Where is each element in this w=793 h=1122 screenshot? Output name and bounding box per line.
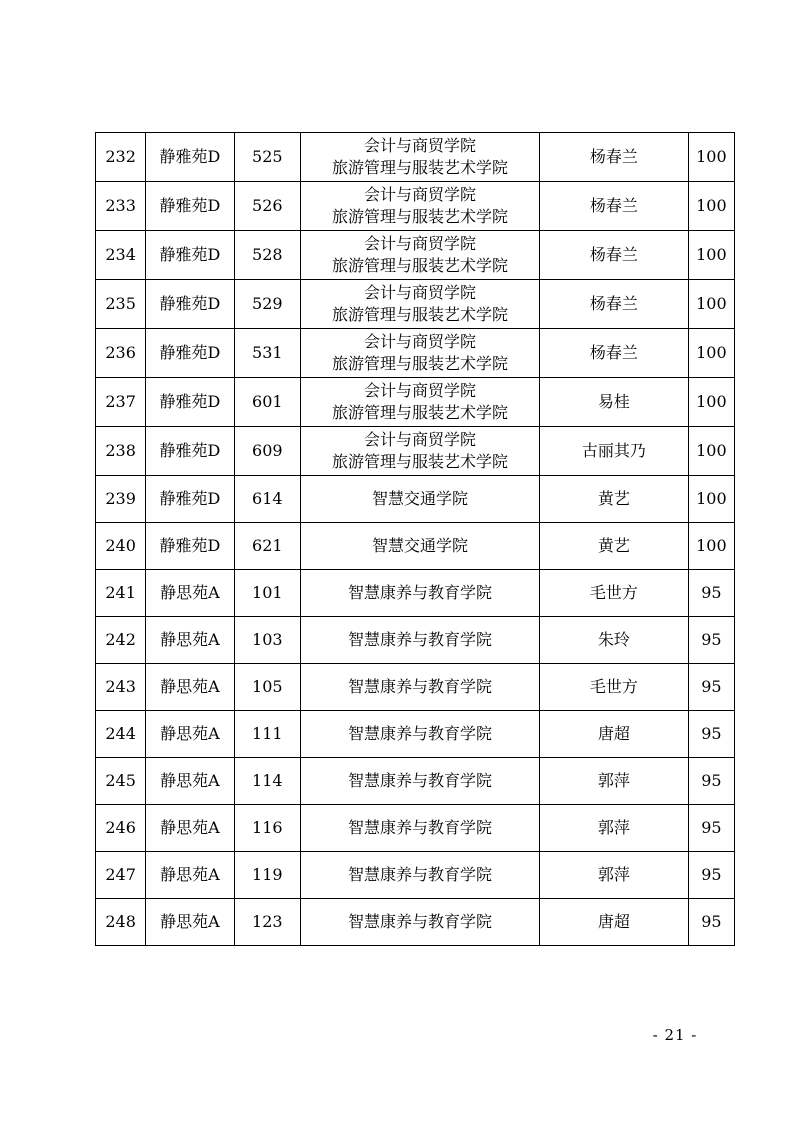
- row-number-cell: 232: [96, 133, 146, 182]
- row-number-cell: 235: [96, 280, 146, 329]
- college-name: 会计与商贸学院: [363, 430, 476, 449]
- counselor-cell: 易桂: [540, 378, 689, 427]
- counselor-cell: 杨春兰: [540, 329, 689, 378]
- score-cell: 95: [688, 805, 734, 852]
- college-name: 会计与商贸学院: [363, 332, 476, 351]
- college-name: 智慧交通学院: [371, 536, 468, 555]
- college-cell: [300, 329, 539, 378]
- room-number-cell: 614: [234, 476, 300, 523]
- score-cell: 100: [688, 182, 734, 231]
- college-name: 旅游管理与服装艺术学院: [331, 452, 508, 471]
- score-cell: 95: [688, 899, 734, 946]
- building-cell: 静思苑A: [146, 664, 234, 711]
- room-number-cell: 116: [234, 805, 300, 852]
- counselor-cell: 黄艺: [540, 476, 689, 523]
- score-cell: 100: [688, 476, 734, 523]
- table-row: [96, 805, 735, 852]
- table-row: [96, 664, 735, 711]
- page-number: - 21 -: [652, 1026, 698, 1044]
- college-name: 旅游管理与服装艺术学院: [331, 158, 508, 177]
- row-number-cell: 236: [96, 329, 146, 378]
- college-cell: [300, 570, 539, 617]
- building-cell: 静雅苑D: [146, 378, 234, 427]
- building-cell: 静雅苑D: [146, 133, 234, 182]
- building-cell: 静思苑A: [146, 570, 234, 617]
- table-row: [96, 617, 735, 664]
- college-name: 智慧康养与教育学院: [347, 818, 492, 837]
- counselor-cell: 杨春兰: [540, 182, 689, 231]
- table-row: [96, 899, 735, 946]
- score-cell: 95: [688, 570, 734, 617]
- college-name: 智慧康养与教育学院: [347, 912, 492, 931]
- college-cell: [300, 280, 539, 329]
- college-name: 旅游管理与服装艺术学院: [331, 207, 508, 226]
- row-number-cell: 247: [96, 852, 146, 899]
- college-name: 旅游管理与服装艺术学院: [331, 354, 508, 373]
- table-row: [96, 280, 735, 329]
- college-cell: [300, 378, 539, 427]
- building-cell: 静思苑A: [146, 711, 234, 758]
- table-row: [96, 182, 735, 231]
- counselor-cell: 唐超: [540, 711, 689, 758]
- table-row: [96, 476, 735, 523]
- building-cell: 静思苑A: [146, 758, 234, 805]
- college-name: 旅游管理与服装艺术学院: [331, 256, 508, 275]
- building-cell: 静雅苑D: [146, 280, 234, 329]
- score-cell: 100: [688, 280, 734, 329]
- building-cell: 静雅苑D: [146, 427, 234, 476]
- score-cell: 95: [688, 852, 734, 899]
- counselor-cell: 郭萍: [540, 852, 689, 899]
- table-row: [96, 852, 735, 899]
- college-name: 会计与商贸学院: [363, 185, 476, 204]
- college-cell: [300, 852, 539, 899]
- score-cell: 100: [688, 378, 734, 427]
- counselor-cell: 郭萍: [540, 758, 689, 805]
- room-number-cell: 525: [234, 133, 300, 182]
- room-number-cell: 609: [234, 427, 300, 476]
- score-cell: 95: [688, 758, 734, 805]
- college-name: 智慧交通学院: [371, 489, 468, 508]
- counselor-cell: 杨春兰: [540, 133, 689, 182]
- college-name: 会计与商贸学院: [363, 234, 476, 253]
- college-cell: [300, 476, 539, 523]
- college-cell: [300, 617, 539, 664]
- college-cell: [300, 711, 539, 758]
- college-name: 会计与商贸学院: [363, 136, 476, 155]
- room-number-cell: 531: [234, 329, 300, 378]
- row-number-cell: 239: [96, 476, 146, 523]
- counselor-cell: 杨春兰: [540, 280, 689, 329]
- room-number-cell: 123: [234, 899, 300, 946]
- college-name: 智慧康养与教育学院: [347, 583, 492, 602]
- table-row: [96, 427, 735, 476]
- college-name: 智慧康养与教育学院: [347, 771, 492, 790]
- row-number-cell: 233: [96, 182, 146, 231]
- counselor-cell: 毛世方: [540, 570, 689, 617]
- table-row: [96, 378, 735, 427]
- college-name: 智慧康养与教育学院: [347, 630, 492, 649]
- score-cell: 95: [688, 617, 734, 664]
- college-name: 智慧康养与教育学院: [347, 677, 492, 696]
- counselor-cell: 唐超: [540, 899, 689, 946]
- row-number-cell: 241: [96, 570, 146, 617]
- dormitory-inspection-table: [95, 132, 735, 946]
- room-number-cell: 103: [234, 617, 300, 664]
- college-name: 智慧康养与教育学院: [347, 724, 492, 743]
- college-cell: [300, 899, 539, 946]
- college-cell: [300, 231, 539, 280]
- college-cell: [300, 523, 539, 570]
- table-row: [96, 329, 735, 378]
- counselor-cell: 郭萍: [540, 805, 689, 852]
- score-cell: 95: [688, 711, 734, 758]
- counselor-cell: 朱玲: [540, 617, 689, 664]
- building-cell: 静雅苑D: [146, 523, 234, 570]
- college-cell: [300, 758, 539, 805]
- row-number-cell: 234: [96, 231, 146, 280]
- counselor-cell: 黄艺: [540, 523, 689, 570]
- room-number-cell: 621: [234, 523, 300, 570]
- row-number-cell: 246: [96, 805, 146, 852]
- row-number-cell: 242: [96, 617, 146, 664]
- building-cell: 静思苑A: [146, 899, 234, 946]
- table-body: [96, 133, 735, 946]
- building-cell: 静雅苑D: [146, 329, 234, 378]
- room-number-cell: 528: [234, 231, 300, 280]
- table-row: [96, 231, 735, 280]
- counselor-cell: 毛世方: [540, 664, 689, 711]
- college-name: 会计与商贸学院: [363, 381, 476, 400]
- table-row: [96, 133, 735, 182]
- college-name: 旅游管理与服装艺术学院: [331, 305, 508, 324]
- score-cell: 100: [688, 133, 734, 182]
- room-number-cell: 529: [234, 280, 300, 329]
- table-row: [96, 758, 735, 805]
- college-name: 智慧康养与教育学院: [347, 865, 492, 884]
- row-number-cell: 243: [96, 664, 146, 711]
- table-row: [96, 570, 735, 617]
- college-name: 会计与商贸学院: [363, 283, 476, 302]
- room-number-cell: 105: [234, 664, 300, 711]
- table-row: [96, 523, 735, 570]
- row-number-cell: 240: [96, 523, 146, 570]
- room-number-cell: 601: [234, 378, 300, 427]
- row-number-cell: 244: [96, 711, 146, 758]
- college-cell: [300, 427, 539, 476]
- building-cell: 静思苑A: [146, 852, 234, 899]
- score-cell: 100: [688, 329, 734, 378]
- room-number-cell: 111: [234, 711, 300, 758]
- building-cell: 静思苑A: [146, 805, 234, 852]
- building-cell: 静思苑A: [146, 617, 234, 664]
- building-cell: 静雅苑D: [146, 182, 234, 231]
- score-cell: 100: [688, 427, 734, 476]
- college-cell: [300, 805, 539, 852]
- building-cell: 静雅苑D: [146, 476, 234, 523]
- room-number-cell: 101: [234, 570, 300, 617]
- row-number-cell: 238: [96, 427, 146, 476]
- score-cell: 95: [688, 664, 734, 711]
- room-number-cell: 114: [234, 758, 300, 805]
- row-number-cell: 237: [96, 378, 146, 427]
- counselor-cell: 古丽其乃: [540, 427, 689, 476]
- row-number-cell: 248: [96, 899, 146, 946]
- building-cell: 静雅苑D: [146, 231, 234, 280]
- college-cell: [300, 133, 539, 182]
- row-number-cell: 245: [96, 758, 146, 805]
- score-cell: 100: [688, 231, 734, 280]
- score-cell: 100: [688, 523, 734, 570]
- college-cell: [300, 664, 539, 711]
- college-name: 旅游管理与服装艺术学院: [331, 403, 508, 422]
- college-cell: [300, 182, 539, 231]
- counselor-cell: 杨春兰: [540, 231, 689, 280]
- table-row: [96, 711, 735, 758]
- room-number-cell: 526: [234, 182, 300, 231]
- room-number-cell: 119: [234, 852, 300, 899]
